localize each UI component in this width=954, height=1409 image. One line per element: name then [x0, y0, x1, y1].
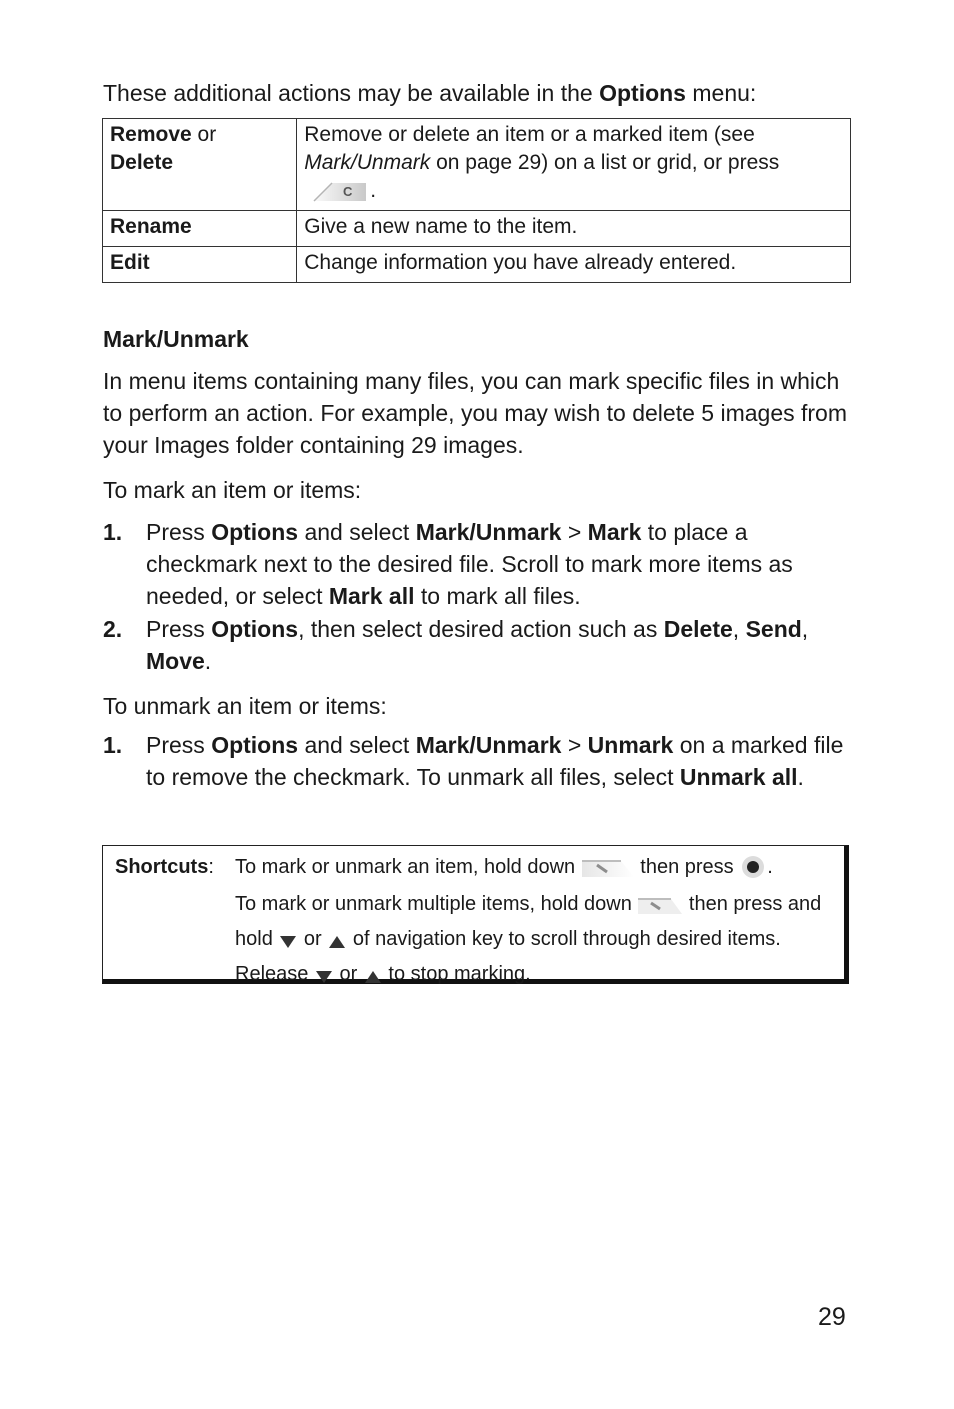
step-text: , then select desired action such as	[298, 616, 664, 642]
intro-suffix: menu:	[685, 80, 757, 106]
shortcuts-colon: :	[208, 856, 214, 878]
shortcut-text: then press	[640, 856, 740, 878]
unmark-steps	[103, 729, 863, 793]
step-bold: Mark	[587, 519, 642, 545]
option-name-rename: Rename	[110, 215, 192, 238]
center-select-key-icon	[739, 855, 767, 888]
section-heading: Mark/Unmark	[103, 326, 249, 352]
option-name-edit: Edit	[110, 251, 150, 274]
step-text: Press	[146, 616, 212, 642]
step-number: 1.	[103, 732, 123, 758]
down-arrow-icon	[278, 931, 298, 960]
step-text: and select	[298, 732, 416, 758]
pencil-key-icon	[637, 896, 683, 925]
step-text: and select	[298, 519, 416, 545]
step-text: to place a checkmark next to the desired file. Scroll to mark more items as needed, or select	[146, 519, 793, 609]
unmark-lead: To unmark an item or items:	[103, 693, 387, 719]
step-bold: Mark/Unmark	[415, 732, 562, 758]
shortcut-text: then press and hold	[235, 893, 822, 950]
shortcut-text: .	[767, 856, 773, 878]
step-bold: Mark all	[328, 583, 415, 609]
pencil-key-icon	[581, 857, 635, 888]
shortcut-text: or	[298, 928, 328, 950]
up-arrow-icon	[327, 931, 347, 960]
shortcut-text: To mark or unmark an item, hold down	[235, 856, 581, 878]
shortcuts-box	[102, 845, 849, 984]
option-desc-text: on page 29) on a list or grid, or press	[430, 151, 780, 174]
step-text: Press	[146, 519, 212, 545]
step-text: to mark all files.	[414, 583, 581, 609]
step-bold: Options	[211, 616, 299, 642]
shortcut-line-2	[235, 890, 835, 995]
option-desc-cell	[297, 119, 851, 211]
step-text: ,	[801, 616, 809, 642]
shortcut-text: or	[333, 963, 363, 985]
option-desc-text: Remove or delete an item or a marked item (see	[304, 123, 755, 146]
option-name-cell	[103, 247, 297, 283]
option-name-cell	[103, 119, 297, 211]
up-arrow-icon	[363, 966, 383, 995]
option-name-remove: Remove	[110, 123, 192, 146]
table-row	[103, 211, 851, 247]
shortcut-text: to stop marking.	[382, 963, 531, 985]
list-item	[103, 729, 863, 793]
shortcut-text: To mark or unmark multiple items, hold down	[235, 893, 638, 915]
intro-text	[103, 80, 756, 107]
step-text: Press	[146, 732, 212, 758]
options-table	[102, 118, 851, 283]
shortcut-line-1	[235, 853, 773, 888]
table-row	[103, 247, 851, 283]
step-bold: Unmark	[587, 732, 674, 758]
step-text: on a marked file to remove the checkmark. To unmark all files, select	[146, 732, 844, 790]
section-paragraph: In menu items containing many files, you can mark specific files in which to perform an action. For example, you may wish to delete 5 images from your Images folder containing 29 images.	[103, 368, 847, 458]
step-text: .	[204, 648, 212, 674]
mark-steps	[103, 516, 863, 677]
option-desc-period: .	[370, 179, 377, 202]
step-number: 1.	[103, 519, 123, 545]
step-text: >	[561, 732, 588, 758]
table-row	[103, 119, 851, 211]
list-item	[103, 613, 863, 677]
page-number: 29	[818, 1303, 846, 1331]
intro-options-bold: Options	[599, 80, 686, 106]
step-text: .	[797, 764, 804, 790]
down-arrow-icon	[314, 966, 334, 995]
option-desc-italic-ref: Mark/Unmark	[304, 151, 431, 174]
step-text: ,	[732, 616, 746, 642]
step-bold: Options	[211, 732, 299, 758]
intro-prefix: These additional actions may be available in the	[103, 80, 600, 106]
step-bold: Options	[211, 519, 299, 545]
step-bold: Mark/Unmark	[415, 519, 562, 545]
step-bold: Move	[146, 648, 205, 674]
svg-text:C: C	[343, 184, 353, 199]
option-desc-cell: Change information you have already entered.	[297, 247, 851, 283]
step-bold: Send	[745, 616, 802, 642]
option-name-cell	[103, 211, 297, 247]
shortcuts-label-text: Shortcuts	[115, 856, 209, 878]
step-number: 2.	[103, 616, 123, 642]
step-text: >	[561, 519, 588, 545]
clear-key-icon	[312, 179, 368, 203]
shortcuts-label	[115, 853, 214, 882]
shortcut-text: of navigation key to scroll through desired items. Release	[235, 928, 781, 985]
option-desc-cell: Give a new name to the item.	[297, 211, 851, 247]
step-bold: Delete	[663, 616, 733, 642]
option-name-or: or	[191, 123, 217, 146]
mark-lead: To mark an item or items:	[103, 477, 362, 503]
step-bold: Unmark all	[679, 764, 798, 790]
list-item	[103, 516, 863, 612]
option-name-delete: Delete	[110, 151, 174, 174]
